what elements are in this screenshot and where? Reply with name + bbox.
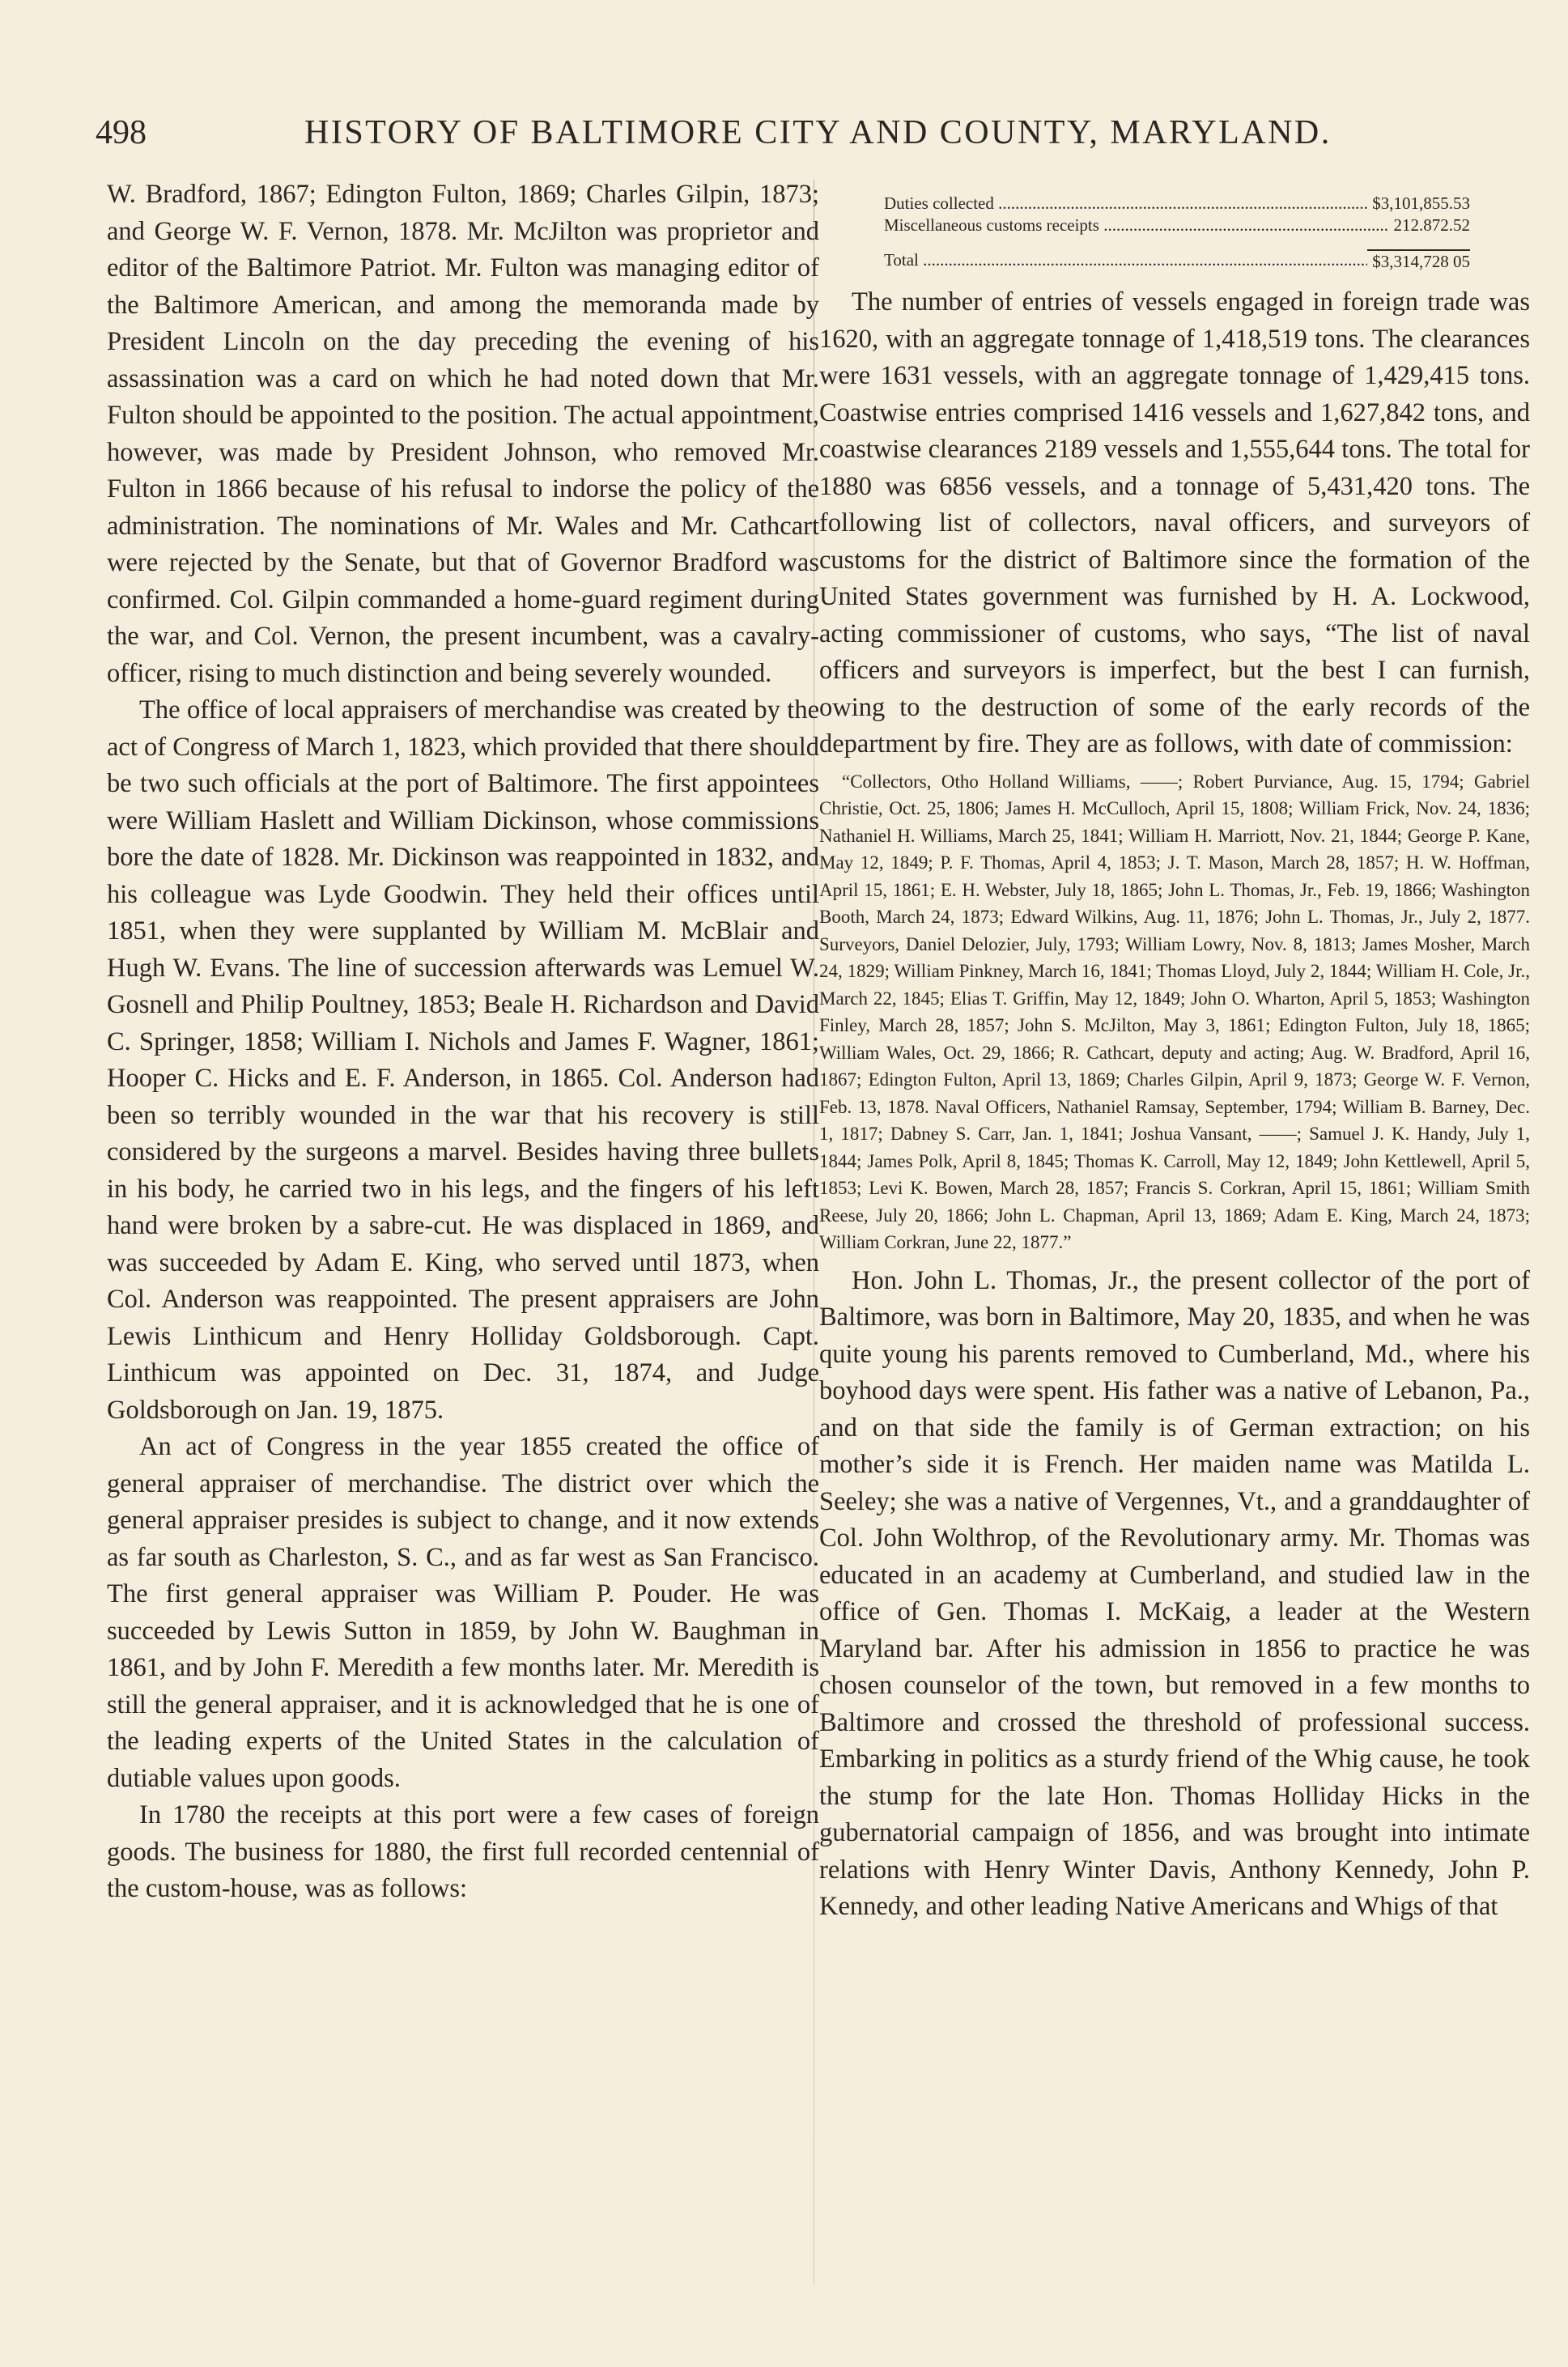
customs-receipts-table xyxy=(884,193,1470,273)
row-label: Duties collected ..... xyxy=(884,193,1367,215)
paragraph: Hon. John L. Thomas, Jr., the present collector of the port of Baltimore, was born in Baltimore, May 20, 1835, and when he was quite young his parents removed to Cumberland, Md., where his boyhood days were spent. His father was a native of Lebanon, Pa., and on that side the family is of German extraction; on his mother’s side it is French. Her maiden name was Matilda L. Seeley; she was a native of Vergennes, Vt., and a granddaughter of Col. John Wolthrop, of the Revolutionary army. Mr. Thomas was educated in an academy at Cumberland, and studied law in the office of Gen. Thomas I. McKaig, a leader at the Western Maryland bar. After his admission in 1856 to practice he was chosen counselor of the town, but removed in a few months to Baltimore and crossed the threshold of professional success. Embarking in politics as a sturdy friend of the Whig cause, he took the stump for the late Hon. Thomas Holliday Hicks in the gubernatorial campaign of 1856, and was brought into intimate relations with Henry Winter Davis, Anthony Kennedy, John P. Kennedy, and other leading Native Americans and Whigs of that xyxy=(819,1265,1530,1921)
paragraph: The office of local appraisers of merchandise was created by the act of Congress of March 1, 1823, which provided that there should be two such officials at the port of Baltimore. The first appointees were William Haslett and William Dickinson, whose commissions bore the date of 1828. Mr. Dickinson was reappointed in 1832, and his colleague was Lyde Goodwin. They held their offices until 1851, when they were supplanted by William M. McBlair and Hugh W. Evans. The line of succession afterwards was Lemuel W. Gosnell and Philip Poultney, 1853; Beale H. Richardson and David C. Springer, 1858; William I. Nichols and James F. Wagner, 1861; Hooper C. Hicks and E. F. Anderson, in 1865. Col. Anderson had been so terribly wounded in the war that his recovery is still considered by the surgeons a marvel. Besides having three bullets in his body, he carried two in his legs, and the fingers of his left hand were broken by a sabre-cut. He was displaced in 1869, and was succeeded by Adam E. King, who served until 1873, when Col. Anderson was reappointed. The present appraisers are John Lewis Linthicum and Henry Holliday Goldsborough. Capt. Linthicum was appointed on Dec. 31, 1874, and Judge Goldsborough on Jan. 19, 1875. xyxy=(107,695,820,1425)
row-value: 212.872.52 xyxy=(1393,215,1470,235)
row-value: $3,101,855.53 xyxy=(1372,193,1470,213)
row-label: Miscellaneous customs receipts ..... xyxy=(884,215,1389,236)
paragraph: An act of Congress in the year 1855 created the office of general appraiser of merchandise. The district over which the general appraiser presides is subject to change, and it now extends as far south as Charleston, S. C., and as far west as San Francisco. The first general appraiser was William P. Pouder. He was succeeded by Lewis Sutton in 1859, by John W. Baughman in 1861, and by John F. Meredith a few months later. Mr. Meredith is still the general appraiser, and it is acknowledged that he is one of the leading experts of the United States in the calculation of dutiable values upon goods. xyxy=(107,1432,819,1793)
page-header xyxy=(96,113,1528,162)
table-total-row xyxy=(884,249,1470,273)
total-label: Total ..... xyxy=(884,249,1367,273)
left-column xyxy=(107,176,819,1908)
collectors-list: “Collectors, Otho Holland Williams, ——; Robert Purviance, Aug. 15, 1794; Gabriel Christie, Oct. 25, 1806; James H. McCulloch, April 15, 1808; William Frick, Nov. 24, 1836; Nathaniel H. Williams, March 25, 1841; William H. Marriott, Nov. 21, 1844; George P. Kane, May 12, 1849; P. F. Thomas, April 4, 1853; J. T. Mason, March 28, 1857; H. W. Hoffman, April 15, 1861; E. H. Webster, July 18, 1865; John L. Thomas, Jr., Feb. 19, 1866; Washington Booth, March 24, 1873; Edward Wilkins, Aug. 11, 1876; John L. Thomas, Jr., July 2, 1877. Surveyors, Daniel Delozier, July, 1793; William Lowry, Nov. 8, 1813; James Mosher, March 24, 1829; William Pinkney, March 16, 1841; Thomas Lloyd, July 2, 1844; William H. Cole, Jr., March 22, 1845; Elias T. Griffin, May 12, 1849; John O. Wharton, April 5, 1853; Washington Finley, March 28, 1857; John S. McJilton, May 3, 1861; Edington Fulton, July 18, 1865; William Wales, Oct. 29, 1866; R. Cathcart, deputy and acting; Aug. W. Bradford, April 16, 1867; Edington Fulton, April 13, 1869; Charles Gilpin, April 9, 1873; George W. F. Vernon, Feb. 13, 1878. Naval Officers, Nathaniel Ramsay, September, 1794; William B. Barney, Dec. 1, 1817; Dabney S. Carr, Jan. 1, 1841; Joshua Vansant, ——; Samuel J. K. Handy, July 1, 1844; James Polk, April 8, 1845; Thomas K. Carroll, May 12, 1849; John Kettlewell, April 5, 1853; Levi K. Bowen, March 28, 1857; Francis S. Corkran, April 15, 1861; William Smith Reese, July 20, 1866; John L. Chapman, April 13, 1869; Adam E. King, March 24, 1873; William Corkran, June 22, 1877.” xyxy=(819,771,1530,1252)
right-column xyxy=(819,176,1530,1926)
table-row xyxy=(884,215,1470,236)
page-number: 498 xyxy=(96,114,147,151)
paragraph: In 1780 the receipts at this port were a few cases of foreign goods. The business for 1880, the first full recorded centennial of the custom-house, was as follows: xyxy=(107,1800,819,1903)
paragraph: The number of entries of vessels engaged in foreign trade was 1620, with an aggregate tonnage of 1,418,519 tons. The clearances were 1631 vessels, with an aggregate tonnage of 1,429,415 tons. Coastwise entries comprised 1416 vessels and 1,627,842 tons, and coastwise clearances 2189 vessels and 1,555,644 tons. The total for 1880 was 6856 vessels, and a tonnage of 5,431,420 tons. The following list of collectors, naval officers, and surveyors of customs for the district of Baltimore since the formation of the United States government was furnished by H. A. Lockwood, acting commissioner of customs, who says, “The list of naval officers and surveyors is imperfect, but the best I can furnish, owing to the destruction of some of the early records of the department by fire. They are as follows, with date of commission: xyxy=(819,287,1530,759)
paragraph: W. Bradford, 1867; Edington Fulton, 1869; Charles Gilpin, 1873; and George W. F. Vernon, 1878. Mr. McJilton was proprietor and editor of the Baltimore Patriot. Mr. Fulton was managing editor of the Baltimore American, and among the memoranda made by President Lincoln on the day preceding the evening of his assassination was a card on which he had noted down that Mr. Fulton should be appointed to the position. The actual appointment, however, was made by President Johnson, who removed Mr. Fulton in 1866 because of his refusal to indorse the policy of the administration. The nominations of Mr. Wales and Mr. Cathcart were rejected by the Senate, but that of Governor Bradford was confirmed. Col. Gilpin commanded a home-guard regiment during the war, and Col. Vernon, the present incumbent, was a cavalry-officer, rising to much distinction and being severely wounded. xyxy=(107,180,819,688)
running-head: HISTORY OF BALTIMORE CITY AND COUNTY, MARYLAND. xyxy=(304,114,1332,151)
total-value: $3,314,728 05 xyxy=(1367,249,1470,273)
table-row xyxy=(884,193,1470,215)
